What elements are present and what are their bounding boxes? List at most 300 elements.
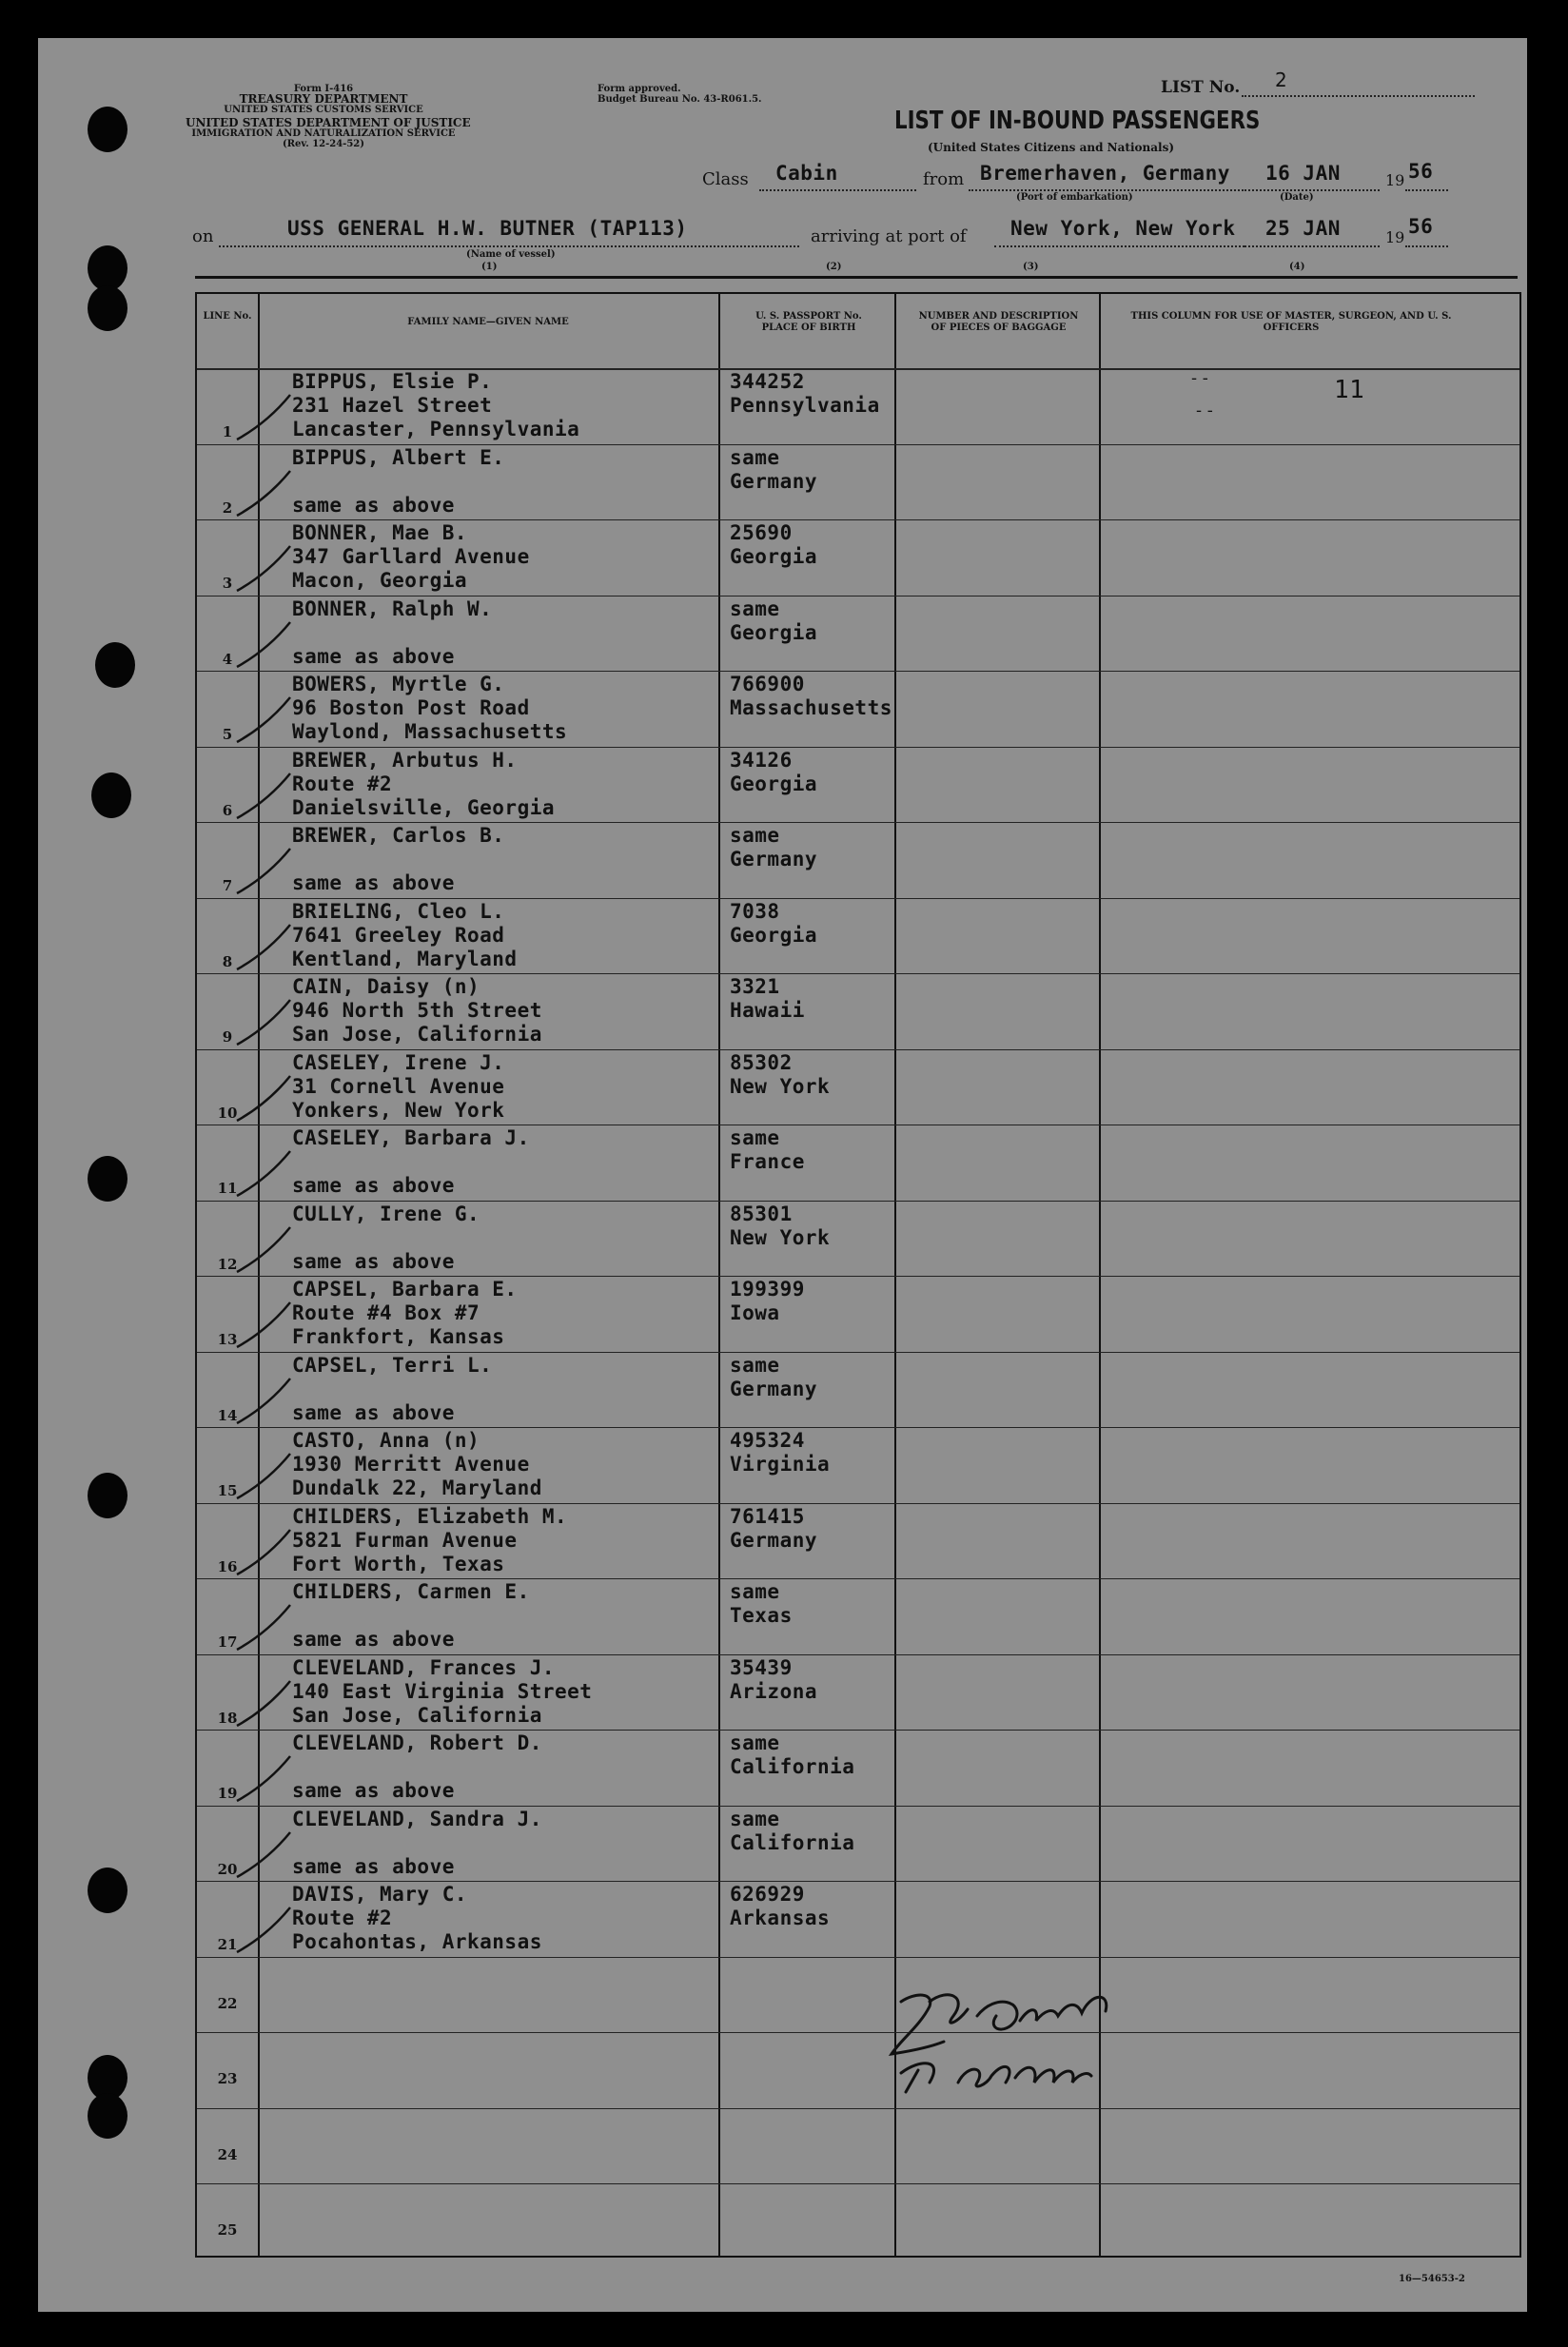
passport-number: same xyxy=(730,1807,780,1830)
line-number: 24 xyxy=(217,2145,238,2163)
column-divider xyxy=(1099,294,1101,2256)
row-divider xyxy=(197,2108,1519,2109)
pen-tick-mark xyxy=(235,841,292,898)
form-number: Form I-416 xyxy=(293,84,354,94)
passenger-address-line xyxy=(292,1378,749,1401)
punch-hole xyxy=(95,642,135,688)
row-divider xyxy=(197,973,1519,974)
passenger-name: CASTO, Anna (n) xyxy=(292,1429,480,1452)
place-of-birth: Texas xyxy=(730,1604,793,1627)
passenger-name-address xyxy=(292,824,749,895)
from-underline xyxy=(969,189,1240,191)
pen-tick-mark xyxy=(235,917,292,974)
line-number: 8 xyxy=(222,952,233,970)
passenger-address-line: same as above xyxy=(292,1174,455,1197)
passenger-address-line: Route #2 xyxy=(292,772,393,795)
passenger-address-line xyxy=(292,1831,749,1855)
passenger-name-address xyxy=(292,1051,749,1123)
passport-number: 85301 xyxy=(730,1202,793,1225)
line-number: 10 xyxy=(217,1104,238,1122)
line-number: 18 xyxy=(217,1709,238,1727)
passport-number: 766900 xyxy=(730,673,805,695)
passenger-address-line xyxy=(292,2082,749,2105)
place-of-birth: California xyxy=(730,1755,855,1778)
arrive-date-underline xyxy=(1245,245,1380,247)
passenger-address-line xyxy=(292,2209,749,2233)
passport-number: 626929 xyxy=(730,1883,805,1906)
passport-birthplace xyxy=(730,446,920,494)
col-header-passport: U. S. PASSPORT No. PLACE OF BIRTH xyxy=(755,311,862,333)
passport-birthplace xyxy=(730,597,920,645)
depart-year-underline xyxy=(1405,189,1448,191)
passenger-address-line: same as above xyxy=(292,1628,455,1651)
manifest-sheet xyxy=(38,38,1527,2312)
pen-tick-mark xyxy=(235,1673,292,1731)
passenger-name-address xyxy=(292,1126,749,1198)
passenger-address-line: San Jose, California xyxy=(292,1703,542,1727)
passenger-name: CULLY, Irene G. xyxy=(292,1202,480,1225)
line-number: 6 xyxy=(222,801,233,819)
passenger-address-line: same as above xyxy=(292,644,455,668)
passport-number: same xyxy=(730,824,780,847)
passenger-address-line: Lancaster, Pennsylvania xyxy=(292,418,580,440)
passenger-name-address xyxy=(292,2185,749,2257)
pen-tick-mark xyxy=(235,1749,292,1806)
passport-birthplace xyxy=(730,1429,920,1477)
passenger-address-line: 7641 Greeley Road xyxy=(292,923,505,947)
passenger-name: BOWERS, Myrtle G. xyxy=(292,673,505,695)
passenger-name: CHILDERS, Carmen E. xyxy=(292,1580,530,1603)
passenger-address-line: Route #4 Box #7 xyxy=(292,1301,480,1324)
line-number: 5 xyxy=(222,726,233,743)
passenger-address-line: 347 Garllard Avenue xyxy=(292,545,530,568)
row-divider xyxy=(197,2183,1519,2184)
pen-tick-mark xyxy=(235,766,292,823)
departure-year: 56 xyxy=(1408,160,1434,183)
passenger-name xyxy=(292,2185,749,2209)
passport-birthplace xyxy=(730,1883,920,1930)
passport-number: 34126 xyxy=(730,748,793,772)
place-of-birth: Germany xyxy=(730,1377,818,1400)
depart-year-prefix: 19 xyxy=(1385,171,1405,189)
approval-line-2: Budget Bureau No. 43-R061.5. xyxy=(598,94,762,105)
line-number: 9 xyxy=(222,1028,233,1046)
passenger-address-line: 31 Cornell Avenue xyxy=(292,1074,505,1098)
passenger-name: CASELEY, Barbara J. xyxy=(292,1126,530,1149)
passenger-address-line xyxy=(292,1983,749,2006)
passenger-address-line: Dundalk 22, Maryland xyxy=(292,1477,542,1499)
on-label: on xyxy=(192,226,214,246)
place-of-birth: Massachusetts xyxy=(730,696,892,719)
passport-number: 761415 xyxy=(730,1504,805,1528)
list-subtitle: (United States Citizens and Nationals) xyxy=(928,141,1174,154)
passport-birthplace xyxy=(730,1580,920,1628)
place-of-birth: Georgia xyxy=(730,620,818,644)
place-of-birth: Iowa xyxy=(730,1301,780,1324)
line-number: 2 xyxy=(222,499,233,517)
officer-mark: - - xyxy=(1196,401,1213,421)
passenger-address-line xyxy=(292,1755,749,1779)
passenger-address-line: Yonkers, New York xyxy=(292,1098,505,1122)
passenger-name-address xyxy=(292,1354,749,1425)
pen-tick-mark xyxy=(235,1446,292,1503)
passenger-name-address xyxy=(292,2110,749,2181)
passenger-name-address xyxy=(292,1580,749,1652)
line-number: 3 xyxy=(222,575,233,592)
passport-birthplace xyxy=(730,1354,920,1401)
depart-date-underline xyxy=(1242,189,1380,191)
passenger-name: BRIELING, Cleo L. xyxy=(292,899,505,923)
passport-number: 25690 xyxy=(730,521,793,544)
col-header-line: LINE No. xyxy=(203,311,252,322)
row-divider xyxy=(197,1503,1519,1504)
line-number: 1 xyxy=(222,423,233,440)
dept-treasury-sub: UNITED STATES CUSTOMS SERVICE xyxy=(224,105,423,115)
passport-birthplace xyxy=(730,1126,920,1174)
passenger-name: CASELEY, Irene J. xyxy=(292,1050,505,1074)
passenger-address-line: same as above xyxy=(292,1779,455,1802)
passenger-name-address xyxy=(292,1808,749,1879)
form-header-block xyxy=(186,84,471,149)
place-of-birth: Hawaii xyxy=(730,999,805,1022)
class-value: Cabin xyxy=(775,162,838,185)
class-label: Class xyxy=(702,169,749,189)
passenger-name-address xyxy=(292,1959,749,2030)
place-of-birth: Arkansas xyxy=(730,1907,831,1929)
passenger-name: BIPPUS, Albert E. xyxy=(292,445,505,469)
pen-tick-mark xyxy=(235,387,292,444)
place-of-birth: France xyxy=(730,1150,805,1173)
row-divider xyxy=(197,2032,1519,2033)
footer-code: 16—54653-2 xyxy=(1399,2274,1465,2284)
line-number: 4 xyxy=(222,650,233,668)
passenger-address-line xyxy=(292,470,749,494)
col-header-name: FAMILY NAME—GIVEN NAME xyxy=(407,317,569,327)
passenger-name-address xyxy=(292,446,749,518)
passenger-address-line xyxy=(292,2058,749,2082)
arrival-year: 56 xyxy=(1408,215,1434,238)
line-number: 7 xyxy=(222,877,233,894)
row-divider xyxy=(197,1730,1519,1731)
passenger-name xyxy=(292,1959,749,1983)
passport-number: same xyxy=(730,445,780,469)
pen-tick-mark xyxy=(235,1900,292,1957)
passenger-address-line xyxy=(292,2134,749,2158)
passenger-address-line: Pocahontas, Arkansas xyxy=(292,1930,542,1953)
punch-hole xyxy=(88,1473,127,1518)
class-underline xyxy=(759,189,916,191)
dept-treasury: TREASURY DEPARTMENT xyxy=(239,92,408,106)
passenger-name-address xyxy=(292,900,749,971)
row-divider xyxy=(197,1881,1519,1882)
passenger-address-line: 946 North 5th Street xyxy=(292,999,542,1022)
passenger-address-line: 140 East Virginia Street xyxy=(292,1679,593,1703)
passport-number: 35439 xyxy=(730,1655,793,1679)
passenger-address-line xyxy=(292,1226,749,1250)
from-label: from xyxy=(923,169,965,189)
passenger-name: CLEVELAND, Robert D. xyxy=(292,1731,542,1754)
passenger-name: BONNER, Ralph W. xyxy=(292,597,493,620)
row-divider xyxy=(197,747,1519,748)
passenger-name-address xyxy=(292,1429,749,1500)
passenger-name-address xyxy=(292,2034,749,2105)
arriving-label: arriving at port of xyxy=(811,226,967,246)
line-number: 22 xyxy=(217,1994,238,2012)
pen-tick-mark xyxy=(235,1522,292,1579)
pen-tick-mark xyxy=(235,463,292,520)
place-of-birth xyxy=(730,2134,920,2158)
passenger-name: BIPPUS, Elsie P. xyxy=(292,370,493,393)
row-divider xyxy=(197,596,1519,597)
passport-number xyxy=(730,2110,920,2134)
passenger-name-address xyxy=(292,1278,749,1349)
pen-tick-mark xyxy=(235,690,292,747)
line-number: 16 xyxy=(217,1557,238,1575)
passenger-address-line xyxy=(292,621,749,645)
passenger-name: DAVIS, Mary C. xyxy=(292,1883,468,1906)
dept-justice-sub: IMMIGRATION AND NATURALIZATION SERVICE xyxy=(191,128,456,139)
line-number: 17 xyxy=(217,1633,238,1651)
row-divider xyxy=(197,1806,1519,1807)
passenger-address-line: 1930 Merritt Avenue xyxy=(292,1453,530,1476)
passenger-address-line xyxy=(292,848,749,871)
passenger-address-line xyxy=(292,1604,749,1628)
departure-date: 16 JAN xyxy=(1265,162,1341,185)
pen-tick-mark xyxy=(235,538,292,596)
embarkation-caption: (Port of embarkation) xyxy=(1016,192,1133,203)
place-of-birth: Georgia xyxy=(730,772,818,795)
signature-handwriting xyxy=(863,1964,1177,2097)
list-number-label: LIST No. xyxy=(1161,78,1241,97)
form-approval xyxy=(598,84,762,105)
passport-birthplace xyxy=(730,2110,920,2158)
passport-birthplace xyxy=(730,1731,920,1779)
passport-number: 85302 xyxy=(730,1050,793,1074)
arrive-year-prefix: 19 xyxy=(1385,228,1405,246)
row-divider xyxy=(197,1201,1519,1202)
line-number: 23 xyxy=(217,2070,238,2087)
passenger-name-address xyxy=(292,1505,749,1576)
embarkation-port: Bremerhaven, Germany xyxy=(980,162,1230,185)
officer-mark: - - xyxy=(1191,368,1208,388)
passenger-address-line: Macon, Georgia xyxy=(292,569,468,592)
row-divider xyxy=(197,671,1519,672)
passport-number: same xyxy=(730,1126,780,1149)
passport-birthplace xyxy=(730,1656,920,1704)
approval-line-1: Form approved. xyxy=(598,84,681,94)
row-divider xyxy=(197,1049,1519,1050)
passenger-address-line xyxy=(292,2233,749,2257)
arrive-year-underline xyxy=(1405,245,1448,247)
punch-hole xyxy=(88,1156,127,1202)
row-divider xyxy=(197,1427,1519,1428)
form-revision: (Rev. 12-24-52) xyxy=(283,139,364,149)
line-number: 14 xyxy=(217,1406,238,1424)
punch-hole xyxy=(88,285,127,331)
passenger-name: CAIN, Daisy (n) xyxy=(292,975,480,998)
passenger-name-address xyxy=(292,673,749,744)
passenger-address-line: Frankfort, Kansas xyxy=(292,1325,505,1348)
list-number: 2 xyxy=(1275,68,1287,91)
passenger-address-line: Route #2 xyxy=(292,1907,393,1929)
arrival-date: 25 JAN xyxy=(1265,217,1341,240)
passport-number: same xyxy=(730,1731,780,1754)
passport-number: 495324 xyxy=(730,1429,805,1452)
passenger-address-line: San Jose, California xyxy=(292,1023,542,1046)
col-marker-1: (1) xyxy=(481,262,498,272)
punch-hole xyxy=(88,107,127,152)
row-divider xyxy=(197,1352,1519,1353)
row-divider xyxy=(197,1276,1519,1277)
passenger-name-address xyxy=(292,370,749,441)
passport-birthplace xyxy=(730,900,920,948)
pen-tick-mark xyxy=(235,615,292,672)
punch-hole xyxy=(91,773,131,818)
passport-number: 3321 xyxy=(730,975,780,998)
line-number: 11 xyxy=(217,1180,238,1197)
place-of-birth: California xyxy=(730,1830,855,1854)
passenger-address-line xyxy=(292,1150,749,1174)
row-divider xyxy=(197,1957,1519,1958)
passport-number xyxy=(730,2185,920,2209)
dept-justice: UNITED STATES DEPARTMENT OF JUSTICE xyxy=(186,116,471,129)
pen-tick-mark xyxy=(235,1825,292,1882)
passport-birthplace xyxy=(730,1808,920,1855)
passenger-address-line: 5821 Furman Avenue xyxy=(292,1528,518,1552)
passport-number: 199399 xyxy=(730,1278,805,1301)
port-underline xyxy=(994,245,1245,247)
passenger-name-address xyxy=(292,1731,749,1803)
passenger-name-address xyxy=(292,1203,749,1274)
punch-hole xyxy=(88,245,127,291)
passport-birthplace xyxy=(730,1278,920,1325)
passport-number: same xyxy=(730,597,780,620)
passenger-address-line: same as above xyxy=(292,1400,455,1424)
passenger-name-address xyxy=(292,975,749,1046)
vessel-name: USS GENERAL H.W. BUTNER (TAP113) xyxy=(287,217,688,240)
passport-birthplace xyxy=(730,975,920,1023)
header-rule xyxy=(195,276,1518,279)
row-divider xyxy=(197,1578,1519,1579)
passenger-name-address xyxy=(292,1883,749,1954)
pen-tick-mark xyxy=(235,1220,292,1277)
passenger-name: BONNER, Mae B. xyxy=(292,521,468,544)
pen-tick-mark xyxy=(235,1295,292,1352)
passenger-name: BREWER, Carlos B. xyxy=(292,824,505,847)
passenger-name-address xyxy=(292,749,749,820)
passport-birthplace xyxy=(730,1203,920,1250)
passport-number: 344252 xyxy=(730,370,805,393)
place-of-birth: Germany xyxy=(730,1528,818,1552)
place-of-birth: Germany xyxy=(730,848,818,870)
pen-tick-mark xyxy=(235,1068,292,1125)
row-divider xyxy=(197,444,1519,445)
pen-tick-mark xyxy=(235,1597,292,1654)
punch-hole xyxy=(88,1868,127,1913)
passenger-name: CLEVELAND, Sandra J. xyxy=(292,1807,542,1830)
passport-birthplace xyxy=(730,370,920,418)
passenger-name: CAPSEL, Terri L. xyxy=(292,1353,493,1377)
passenger-address-line xyxy=(292,2158,749,2181)
officer-note: 11 xyxy=(1334,376,1365,404)
passenger-address-line: 231 Hazel Street xyxy=(292,394,493,417)
passport-number: same xyxy=(730,1580,780,1603)
vessel-underline xyxy=(219,245,799,247)
passenger-name xyxy=(292,2110,749,2134)
place-of-birth: New York xyxy=(730,1225,831,1249)
punch-hole xyxy=(88,2093,127,2139)
col-header-officers: THIS COLUMN FOR USE OF MASTER, SURGEON, AND U. S. OFFICERS xyxy=(1130,311,1452,333)
passenger-name: CLEVELAND, Frances J. xyxy=(292,1655,556,1679)
passenger-name: CAPSEL, Barbara E. xyxy=(292,1278,518,1301)
passenger-address-line: Fort Worth, Texas xyxy=(292,1552,505,1575)
passenger-name-address xyxy=(292,1656,749,1728)
passenger-address-line: 96 Boston Post Road xyxy=(292,696,530,719)
passenger-name-address xyxy=(292,521,749,593)
line-number: 12 xyxy=(217,1255,238,1273)
passport-number: 7038 xyxy=(730,899,780,923)
col-marker-4: (4) xyxy=(1289,262,1305,272)
passenger-address-line: same as above xyxy=(292,871,455,894)
passenger-address-line: same as above xyxy=(292,493,455,517)
passenger-name-address xyxy=(292,597,749,669)
line-number: 20 xyxy=(217,1860,238,1878)
passport-birthplace xyxy=(730,521,920,569)
passport-birthplace xyxy=(730,824,920,871)
place-of-birth xyxy=(730,2209,920,2233)
date-caption: (Date) xyxy=(1280,192,1314,203)
passport-birthplace xyxy=(730,1051,920,1099)
row-divider xyxy=(197,822,1519,823)
place-of-birth: New York xyxy=(730,1074,831,1098)
place-of-birth: Arizona xyxy=(730,1679,818,1703)
passenger-name: BREWER, Arbutus H. xyxy=(292,748,518,772)
passport-birthplace xyxy=(730,673,920,720)
pen-tick-mark xyxy=(235,1371,292,1428)
passenger-name xyxy=(292,2034,749,2058)
row-divider xyxy=(197,1654,1519,1655)
passenger-address-line: Waylond, Massachusetts xyxy=(292,720,568,743)
line-number: 19 xyxy=(217,1785,238,1802)
pen-tick-mark xyxy=(235,1144,292,1201)
passenger-name: CHILDERS, Elizabeth M. xyxy=(292,1504,568,1528)
place-of-birth: Virginia xyxy=(730,1453,831,1476)
passenger-address-line: same as above xyxy=(292,1854,455,1878)
passport-birthplace xyxy=(730,749,920,796)
passenger-table xyxy=(195,292,1521,2258)
line-number: 21 xyxy=(217,1936,238,1953)
passenger-address-line: Kentland, Maryland xyxy=(292,947,518,970)
row-divider xyxy=(197,519,1519,520)
pen-tick-mark xyxy=(235,992,292,1049)
col-marker-2: (2) xyxy=(826,262,842,272)
col-marker-3: (3) xyxy=(1023,262,1039,272)
place-of-birth: Georgia xyxy=(730,923,818,947)
passenger-address-line: same as above xyxy=(292,1249,455,1273)
passport-number: same xyxy=(730,1353,780,1377)
list-title: LIST OF IN-BOUND PASSENGERS xyxy=(894,107,1261,135)
line-number: 25 xyxy=(217,2221,238,2239)
arrival-port: New York, New York xyxy=(1010,217,1236,240)
place-of-birth: Germany xyxy=(730,469,818,493)
place-of-birth: Pennsylvania xyxy=(730,394,880,417)
line-number: 13 xyxy=(217,1331,238,1348)
line-number: 15 xyxy=(217,1482,238,1499)
passenger-address-line xyxy=(292,2006,749,2030)
row-divider xyxy=(197,898,1519,899)
vessel-caption: (Name of vessel) xyxy=(466,249,556,260)
passport-birthplace xyxy=(730,2185,920,2233)
